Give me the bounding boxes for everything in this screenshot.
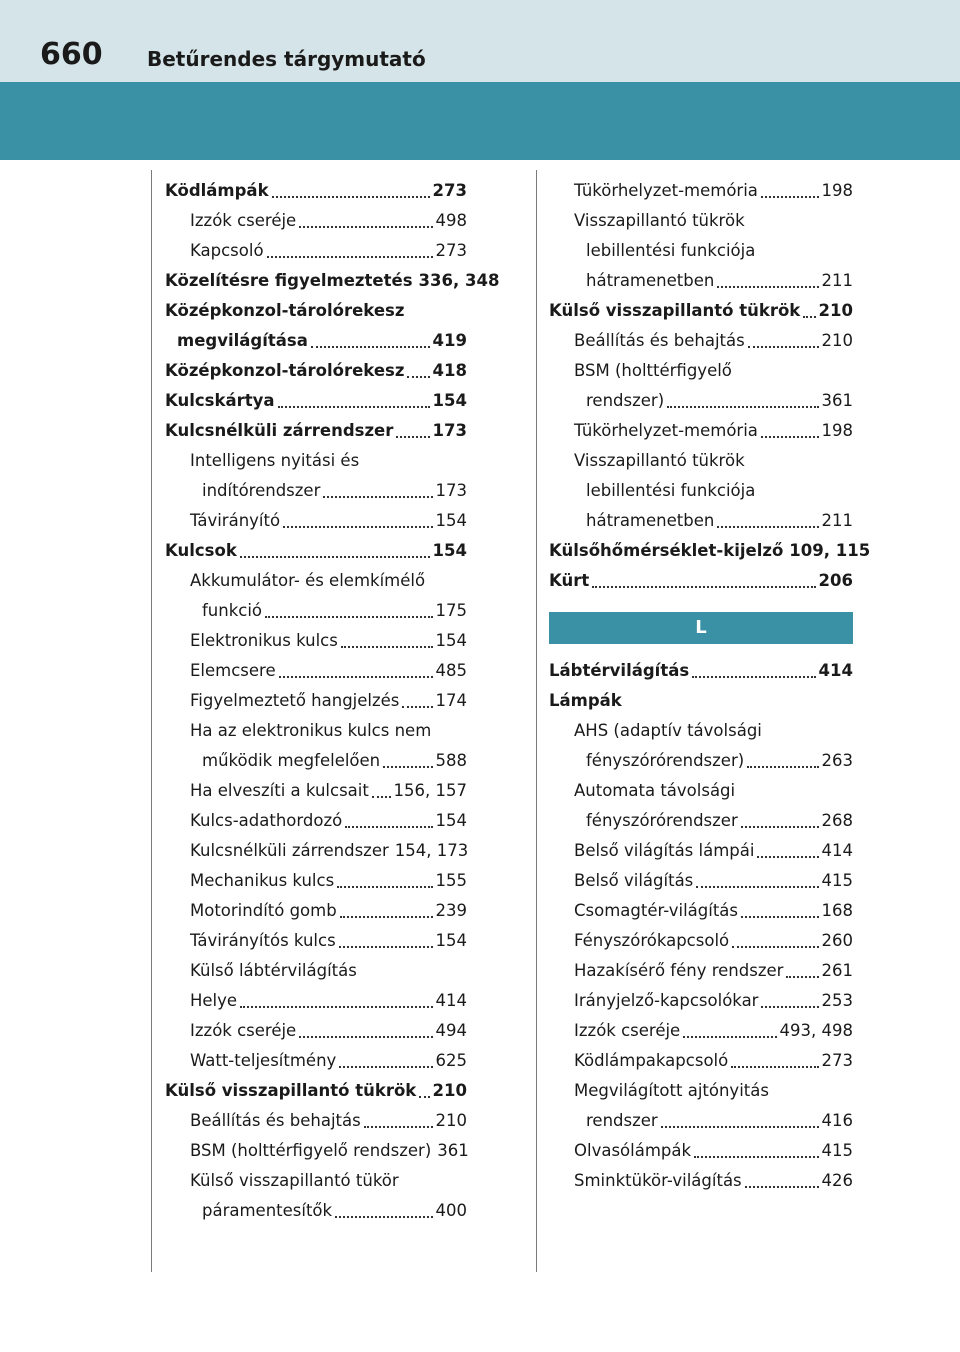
index-entry-page: 273: [432, 181, 467, 200]
index-entry-text: funkció: [202, 601, 263, 620]
index-entry: [165, 386, 467, 416]
index-entry: [549, 986, 853, 1016]
dot-leader: [745, 1186, 819, 1188]
dot-leader: [731, 1066, 818, 1068]
index-column-right: [549, 176, 871, 1196]
index-entry: [549, 776, 853, 806]
index-entry-page: 155: [435, 871, 467, 890]
dot-leader: [661, 1126, 819, 1128]
index-entry-page: 273: [435, 241, 467, 260]
index-entry-text: BSM (holttérfigyelő rendszer): [190, 1141, 432, 1160]
index-entry: [165, 506, 467, 536]
dot-leader: [299, 1036, 432, 1038]
index-entry-text: Automata távolsági: [574, 781, 736, 800]
dot-leader: [717, 526, 818, 528]
index-entry-text: BSM (holttérfigyelő: [574, 361, 732, 380]
index-column-right-bottom: [549, 656, 853, 1196]
index-entry-text: lebillentési funkciója: [586, 241, 756, 260]
index-entry-text: Belső világítás lámpái: [574, 841, 755, 860]
index-entry-text: Sminktükör-világítás: [574, 1171, 742, 1190]
dot-leader: [283, 526, 432, 528]
section-header-l: L: [549, 612, 853, 644]
index-entry-page: 419: [432, 331, 467, 350]
index-entry: [165, 326, 467, 356]
index-entry: [165, 356, 467, 386]
index-entry: [165, 416, 467, 446]
index-entry: [165, 836, 467, 866]
index-entry: [165, 1046, 467, 1076]
index-entry-text: Ha elveszíti a kulcsait: [190, 781, 369, 800]
index-entry-text: Hazakísérő fény rendszer: [574, 961, 784, 980]
index-entry-text: Elektronikus kulcs: [190, 631, 338, 650]
index-entry-text: AHS (adaptív távolsági: [574, 721, 762, 740]
index-entry: [165, 206, 467, 236]
page-title: Betűrendes tárgymutató: [147, 47, 426, 71]
index-entry-text: Olvasólámpák: [574, 1141, 692, 1160]
index-entry: [165, 656, 467, 686]
dot-leader: [761, 1006, 818, 1008]
index-entry: [549, 206, 853, 236]
index-entry-page: 336, 348: [418, 271, 500, 290]
index-entry-text: indítórendszer: [202, 481, 321, 500]
index-entry-page: 253: [821, 991, 853, 1010]
dot-leader: [748, 346, 819, 348]
dot-leader: [383, 766, 432, 768]
index-entry-text: lebillentési funkciója: [586, 481, 756, 500]
index-entry-text: Kulcsnélküli zárrendszer: [165, 421, 394, 440]
index-column-right-top: [549, 176, 871, 596]
index-entry: [549, 926, 853, 956]
index-entry-page: 206: [818, 571, 853, 590]
dot-leader: [323, 496, 432, 498]
index-entry: [165, 776, 467, 806]
index-entry: [165, 1196, 467, 1226]
index-entry-page: 154: [435, 631, 467, 650]
index-entry: [165, 716, 467, 746]
index-entry-page: 154: [432, 391, 467, 410]
index-entry: [165, 536, 467, 566]
index-entry-text: Külső visszapillantó tükrök: [165, 1081, 417, 1100]
index-entry-page: 494: [435, 1021, 467, 1040]
index-entry: [549, 656, 853, 686]
dot-leader: [396, 436, 429, 438]
dot-leader: [741, 826, 819, 828]
dot-leader: [694, 1156, 818, 1158]
dot-leader: [692, 676, 815, 678]
index-entry-page: 260: [821, 931, 853, 950]
index-entry-page: 210: [435, 1111, 467, 1130]
index-column-left: [165, 176, 500, 1226]
index-entry-page: 239: [435, 901, 467, 920]
dot-leader: [803, 316, 815, 318]
index-entry-text: Izzók cseréje: [190, 211, 297, 230]
index-entry-text: páramentesítők: [202, 1201, 333, 1220]
index-entry-page: 210: [432, 1081, 467, 1100]
index-entry-text: Középkonzol-tárolórekesz: [165, 361, 405, 380]
index-entry: [165, 806, 467, 836]
index-entry: [549, 806, 853, 836]
dot-leader: [265, 616, 432, 618]
index-entry: [165, 1136, 467, 1166]
dot-leader: [364, 1126, 433, 1128]
index-entry: [549, 236, 853, 266]
index-entry-page: 625: [435, 1051, 467, 1070]
index-entry: [165, 626, 467, 656]
index-entry: [549, 536, 871, 566]
index-entry: [549, 836, 853, 866]
index-entry: [165, 1106, 467, 1136]
index-entry-text: Belső világítás: [574, 871, 694, 890]
dot-leader: [667, 406, 818, 408]
index-entry: [549, 476, 853, 506]
index-entry-page: 426: [821, 1171, 853, 1190]
index-entry: [165, 686, 467, 716]
index-entry: [549, 176, 853, 206]
index-entry-page: 174: [435, 691, 467, 710]
index-entry: [549, 416, 853, 446]
index-entry-text: fényszórórendszer: [586, 811, 738, 830]
dot-leader: [683, 1036, 776, 1038]
index-entry-text: Lábtérvilágítás: [549, 661, 690, 680]
index-entry-text: rendszer): [586, 391, 665, 410]
index-entry-page: 154: [435, 811, 467, 830]
dot-leader: [761, 436, 819, 438]
index-entry: [549, 1166, 853, 1196]
index-entry-text: Ködlámpák: [165, 181, 269, 200]
index-entry-text: Ködlámpakapcsoló: [574, 1051, 729, 1070]
index-entry-page: 198: [821, 181, 853, 200]
index-entry: [165, 596, 467, 626]
index-entry: [165, 986, 467, 1016]
index-entry: [549, 1106, 853, 1136]
index-entry-page: 154: [435, 511, 467, 530]
dot-leader: [717, 286, 818, 288]
index-entry-page: 211: [821, 511, 853, 530]
index-entry: [165, 1076, 467, 1106]
index-entry-text: Fényszórókapcsoló: [574, 931, 730, 950]
index-entry-text: Kulcs-adathordozó: [190, 811, 343, 830]
index-entry-text: Akkumulátor- és elemkímélő: [190, 571, 426, 590]
index-entry-page: 361: [437, 1141, 469, 1160]
index-entry-text: Beállítás és behajtás: [190, 1111, 361, 1130]
index-entry-text: Elemcsere: [190, 661, 276, 680]
index-entry-text: Kulcsok: [165, 541, 237, 560]
dot-leader: [419, 1096, 429, 1098]
index-entry-page: 498: [435, 211, 467, 230]
index-entry-text: Ha az elektronikus kulcs nem: [190, 721, 432, 740]
index-entry-page: 414: [435, 991, 467, 1010]
dot-leader: [341, 646, 433, 648]
index-entry-page: 414: [818, 661, 853, 680]
index-entry: [549, 356, 853, 386]
dot-leader: [240, 556, 430, 558]
index-entry-text: működik megfelelően: [202, 751, 381, 770]
dot-leader: [741, 916, 818, 918]
index-entry-text: Tükörhelyzet-memória: [574, 421, 758, 440]
index-entry-text: Figyelmeztető hangjelzés: [190, 691, 400, 710]
index-entry-text: Távirányító: [190, 511, 281, 530]
index-entry-text: rendszer: [586, 1111, 658, 1130]
index-entry-page: 210: [818, 301, 853, 320]
dot-leader: [337, 886, 432, 888]
index-entry: [549, 896, 853, 926]
index-entry-page: 361: [821, 391, 853, 410]
index-entry: [165, 446, 467, 476]
dot-leader: [747, 766, 818, 768]
dot-leader: [402, 706, 432, 708]
dot-leader: [592, 586, 815, 588]
index-entry: [549, 1016, 853, 1046]
index-entry-page: 416: [821, 1111, 853, 1130]
index-entry-text: Watt-teljesítmény: [190, 1051, 337, 1070]
index-entry-page: 263: [821, 751, 853, 770]
index-entry-page: 210: [821, 331, 853, 350]
index-entry: [165, 866, 467, 896]
dot-leader: [761, 196, 819, 198]
index-entry-text: Kapcsoló: [190, 241, 264, 260]
dot-leader: [272, 196, 430, 198]
index-entry: [165, 476, 467, 506]
index-entry: [549, 716, 853, 746]
index-entry-page: 414: [821, 841, 853, 860]
header-accent-band: [0, 82, 960, 160]
dot-leader: [339, 1066, 432, 1068]
index-entry: [549, 296, 853, 326]
index-entry-text: Kürt: [549, 571, 590, 590]
index-entry: [165, 296, 467, 326]
dot-leader: [757, 856, 818, 858]
index-entry: [165, 1016, 467, 1046]
index-entry-page: 415: [821, 871, 853, 890]
index-entry: [549, 566, 853, 596]
page-number: 660: [40, 37, 103, 72]
index-entry-text: Helye: [190, 991, 238, 1010]
index-entry: [549, 506, 853, 536]
index-entry-page: 588: [435, 751, 467, 770]
index-entry: [549, 266, 853, 296]
index-entry: [549, 1046, 853, 1076]
dot-leader: [278, 406, 430, 408]
index-entry-text: Izzók cseréje: [190, 1021, 297, 1040]
index-entry: [165, 896, 467, 926]
index-entry: [549, 866, 853, 896]
dot-leader: [786, 976, 818, 978]
index-entry: [549, 446, 853, 476]
dot-leader: [339, 946, 433, 948]
dot-leader: [299, 226, 432, 228]
index-entry-text: Megvilágított ajtónyitás: [574, 1081, 769, 1100]
index-entry: [549, 326, 853, 356]
dot-leader: [335, 1216, 432, 1218]
index-entry: [549, 386, 853, 416]
index-entry: [549, 1136, 853, 1166]
index-entry-page: 156, 157: [393, 781, 467, 800]
index-entry-text: Motorindító gomb: [190, 901, 337, 920]
index-entry-page: 493, 498: [779, 1021, 853, 1040]
dot-leader: [311, 346, 430, 348]
index-entry-page: 198: [821, 421, 853, 440]
index-entry: [549, 686, 853, 716]
index-entry-text: Visszapillantó tükrök: [574, 211, 745, 230]
index-entry-page: 418: [432, 361, 467, 380]
index-entry: [165, 926, 467, 956]
index-entry-text: Lámpák: [549, 691, 622, 710]
index-entry-page: 109, 115: [789, 541, 871, 560]
index-entry: [549, 1076, 853, 1106]
index-entry-text: Irányjelző-kapcsolókar: [574, 991, 759, 1010]
dot-leader: [240, 1006, 432, 1008]
index-entry-text: Külső visszapillantó tükör: [190, 1171, 399, 1190]
index-entry-text: Kulcskártya: [165, 391, 275, 410]
dot-leader: [279, 676, 433, 678]
index-entry: [549, 956, 853, 986]
index-entry-text: Csomagtér-világítás: [574, 901, 739, 920]
index-entry-page: 154: [432, 541, 467, 560]
index-entry: [165, 566, 467, 596]
dot-leader: [407, 376, 429, 378]
dot-leader: [345, 826, 432, 828]
index-entry: [549, 746, 853, 776]
index-entry: [165, 1166, 467, 1196]
index-entry-text: Külsőhőmérséklet-kijelző: [549, 541, 784, 560]
dot-leader: [267, 256, 433, 258]
dot-leader: [696, 886, 818, 888]
index-entry-text: Intelligens nyitási és: [190, 451, 360, 470]
index-entry-page: 261: [821, 961, 853, 980]
index-entry: [165, 176, 467, 206]
index-entry: [165, 956, 467, 986]
header-top-bar: [0, 0, 960, 82]
index-entry-text: Közelítésre figyelmeztetés: [165, 271, 413, 290]
index-entry-text: Külső lábtérvilágítás: [190, 961, 357, 980]
index-entry-page: 175: [435, 601, 467, 620]
index-entry-page: 268: [821, 811, 853, 830]
column-divider-middle: [536, 170, 537, 1272]
dot-leader: [732, 946, 818, 948]
index-entry-page: 154: [435, 931, 467, 950]
index-entry-text: hátramenetben: [586, 271, 715, 290]
index-entry-page: 168: [821, 901, 853, 920]
index-entry-page: 173: [435, 481, 467, 500]
index-entry-text: Izzók cseréje: [574, 1021, 681, 1040]
index-entry-text: Külső visszapillantó tükrök: [549, 301, 801, 320]
index-entry-text: megvilágítása: [177, 331, 308, 350]
index-entry-text: Visszapillantó tükrök: [574, 451, 745, 470]
index-entry: [165, 236, 467, 266]
dot-leader: [340, 916, 433, 918]
index-entry-text: fényszórórendszer): [586, 751, 745, 770]
index-entry-page: 400: [435, 1201, 467, 1220]
index-entry-page: 154, 173: [394, 841, 469, 860]
index-entry-text: Kulcsnélküli zárrendszer: [190, 841, 389, 860]
index-entry-text: Középkonzol-tárolórekesz: [165, 301, 405, 320]
index-entry-text: Távirányítós kulcs: [190, 931, 336, 950]
index-entry-page: 485: [435, 661, 467, 680]
index-entry-text: Tükörhelyzet-memória: [574, 181, 758, 200]
index-entry: [165, 746, 467, 776]
index-entry-text: Mechanikus kulcs: [190, 871, 335, 890]
index-entry: [165, 266, 500, 296]
index-entry-page: 173: [432, 421, 467, 440]
dot-leader: [372, 796, 391, 798]
index-entry-page: 415: [821, 1141, 853, 1160]
index-entry-text: hátramenetben: [586, 511, 715, 530]
index-entry-page: 211: [821, 271, 853, 290]
column-divider-left: [151, 170, 152, 1272]
index-entry-text: Beállítás és behajtás: [574, 331, 745, 350]
index-entry-page: 273: [821, 1051, 853, 1070]
